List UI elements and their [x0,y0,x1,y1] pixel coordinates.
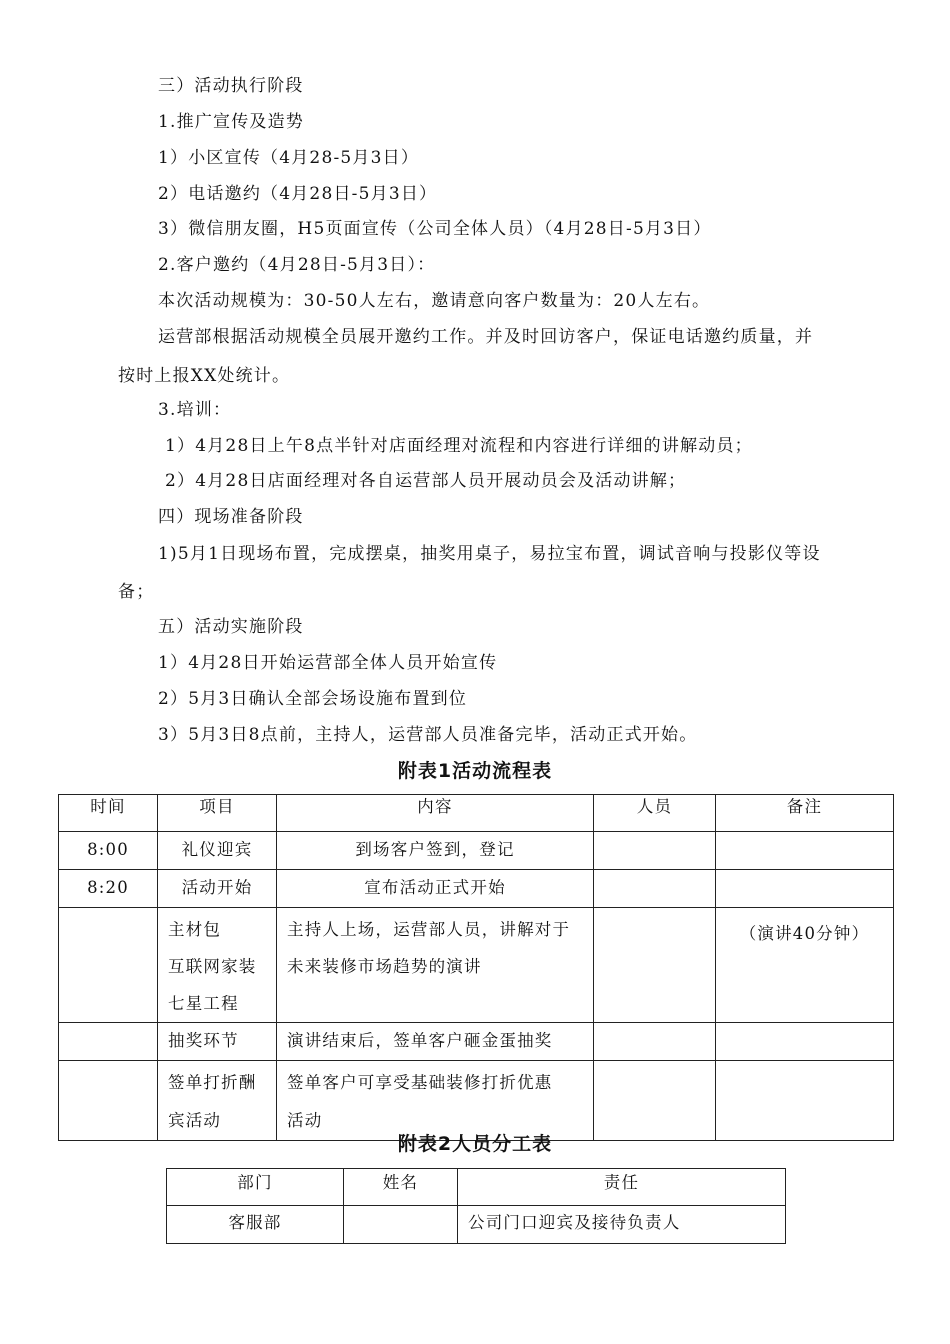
invite-scale-text: 本次活动规模为：30-50人左右，邀请意向客户数量为：20人左右。 [158,291,711,311]
site-prep-text: 1)5月1日现场布置，完成摆桌，抽奖用桌子，易拉宝布置，调试音响与投影仪等设 [158,544,821,564]
table-row [59,870,894,908]
row2-time: 8:20 [59,870,158,908]
row3-time [59,908,158,1023]
section-4-heading: 四）现场准备阶段 [158,507,304,527]
row1-staff [594,832,716,870]
header-staff: 人员 [594,795,716,832]
site-prep-text-cont: 备； [118,582,155,602]
row5-note [716,1061,894,1141]
row5-item [158,1061,277,1141]
row1-note [716,832,894,870]
row4-staff [594,1023,716,1061]
row5-item-line: 签单打折酬 [168,1073,257,1092]
invite-work-text-cont: 按时上报XX处统计。 [118,366,291,386]
header-time: 时间 [59,795,158,832]
staff-assignment-table [166,1168,786,1244]
row5-time [59,1061,158,1141]
subsection-promotion: 1.推广宣传及造势 [158,112,305,132]
training-item-1: 1）4月28日上午8点半针对店面经理对流程和内容进行详细的讲解动员； [165,436,753,456]
table1-header-row [59,795,894,832]
table2-caption: 附表2人员分工表 [397,1133,553,1155]
row2-content: 宣布活动正式开始 [277,870,594,908]
row2-item: 活动开始 [158,870,277,908]
row4-content: 演讲结束后，签单客户砸金蛋抽奖 [277,1023,594,1061]
row4-time [59,1023,158,1061]
row3-item-line: 主材包 [168,920,222,939]
row1-time: 8:00 [59,832,158,870]
table2-header-row [167,1169,786,1206]
promotion-item-1: 1）小区宣传（4月28-5月3日） [158,148,420,168]
table-row [59,1023,894,1061]
row3-staff [594,908,716,1023]
header-name: 姓名 [344,1169,458,1206]
row3-item-line: 互联网家装 [168,957,257,976]
promotion-item-3: 3）微信朋友圈，H5页面宣传（公司全体人员）（4月28日-5月3日） [158,219,712,239]
row-dept: 客服部 [167,1206,344,1244]
header-note: 备注 [716,795,894,832]
row5-content-line: 签单客户可享受基础装修打折优惠 [287,1073,553,1092]
subsection-training: 3.培训： [158,400,232,420]
row3-note: （演讲40分钟） [716,908,894,1023]
row-duty: 公司门口迎宾及接待负责人 [458,1206,786,1244]
header-duty: 责任 [458,1169,786,1206]
row3-item [158,908,277,1023]
row3-content-line: 未来装修市场趋势的演讲 [287,957,482,976]
training-item-2: 2）4月28日店面经理对各自运营部人员开展动员会及活动讲解； [165,471,687,491]
header-item: 项目 [158,795,277,832]
implementation-item-2: 2）5月3日确认全部会场设施布置到位 [158,689,468,709]
section-5-heading: 五）活动实施阶段 [158,617,304,637]
invite-work-text: 运营部根据活动规模全员展开邀约工作。并及时回访客户，保证电话邀约质量，并 [158,327,814,347]
row5-item-line: 宾活动 [168,1111,222,1130]
row3-content-line: 主持人上场，运营部人员，讲解对于 [287,920,571,939]
row2-note [716,870,894,908]
row1-content: 到场客户签到，登记 [277,832,594,870]
promotion-item-2: 2）电话邀约（4月28日-5月3日） [158,184,438,204]
activity-flow-table [58,794,894,1141]
header-dept: 部门 [167,1169,344,1206]
row1-item: 礼仪迎宾 [158,832,277,870]
subsection-invite: 2.客户邀约（4月28日-5月3日）： [158,255,436,275]
table-row [167,1206,786,1244]
implementation-item-1: 1）4月28日开始运营部全体人员开始宣传 [158,653,498,673]
row2-staff [594,870,716,908]
table-row [59,1061,894,1141]
row5-content-line: 活动 [287,1111,323,1130]
row-name [344,1206,458,1244]
implementation-item-3: 3）5月3日8点前，主持人，运营部人员准备完毕，活动正式开始。 [158,725,698,745]
row5-staff [594,1061,716,1141]
header-content: 内容 [277,795,594,832]
row4-note [716,1023,894,1061]
table-row [59,832,894,870]
row3-content [277,908,594,1023]
section-3-heading: 三）活动执行阶段 [158,76,304,96]
table1-caption: 附表1活动流程表 [397,760,553,782]
row5-content [277,1061,594,1141]
row4-item: 抽奖环节 [158,1023,277,1061]
table-row [59,908,894,1023]
row3-item-line: 七星工程 [168,994,239,1013]
